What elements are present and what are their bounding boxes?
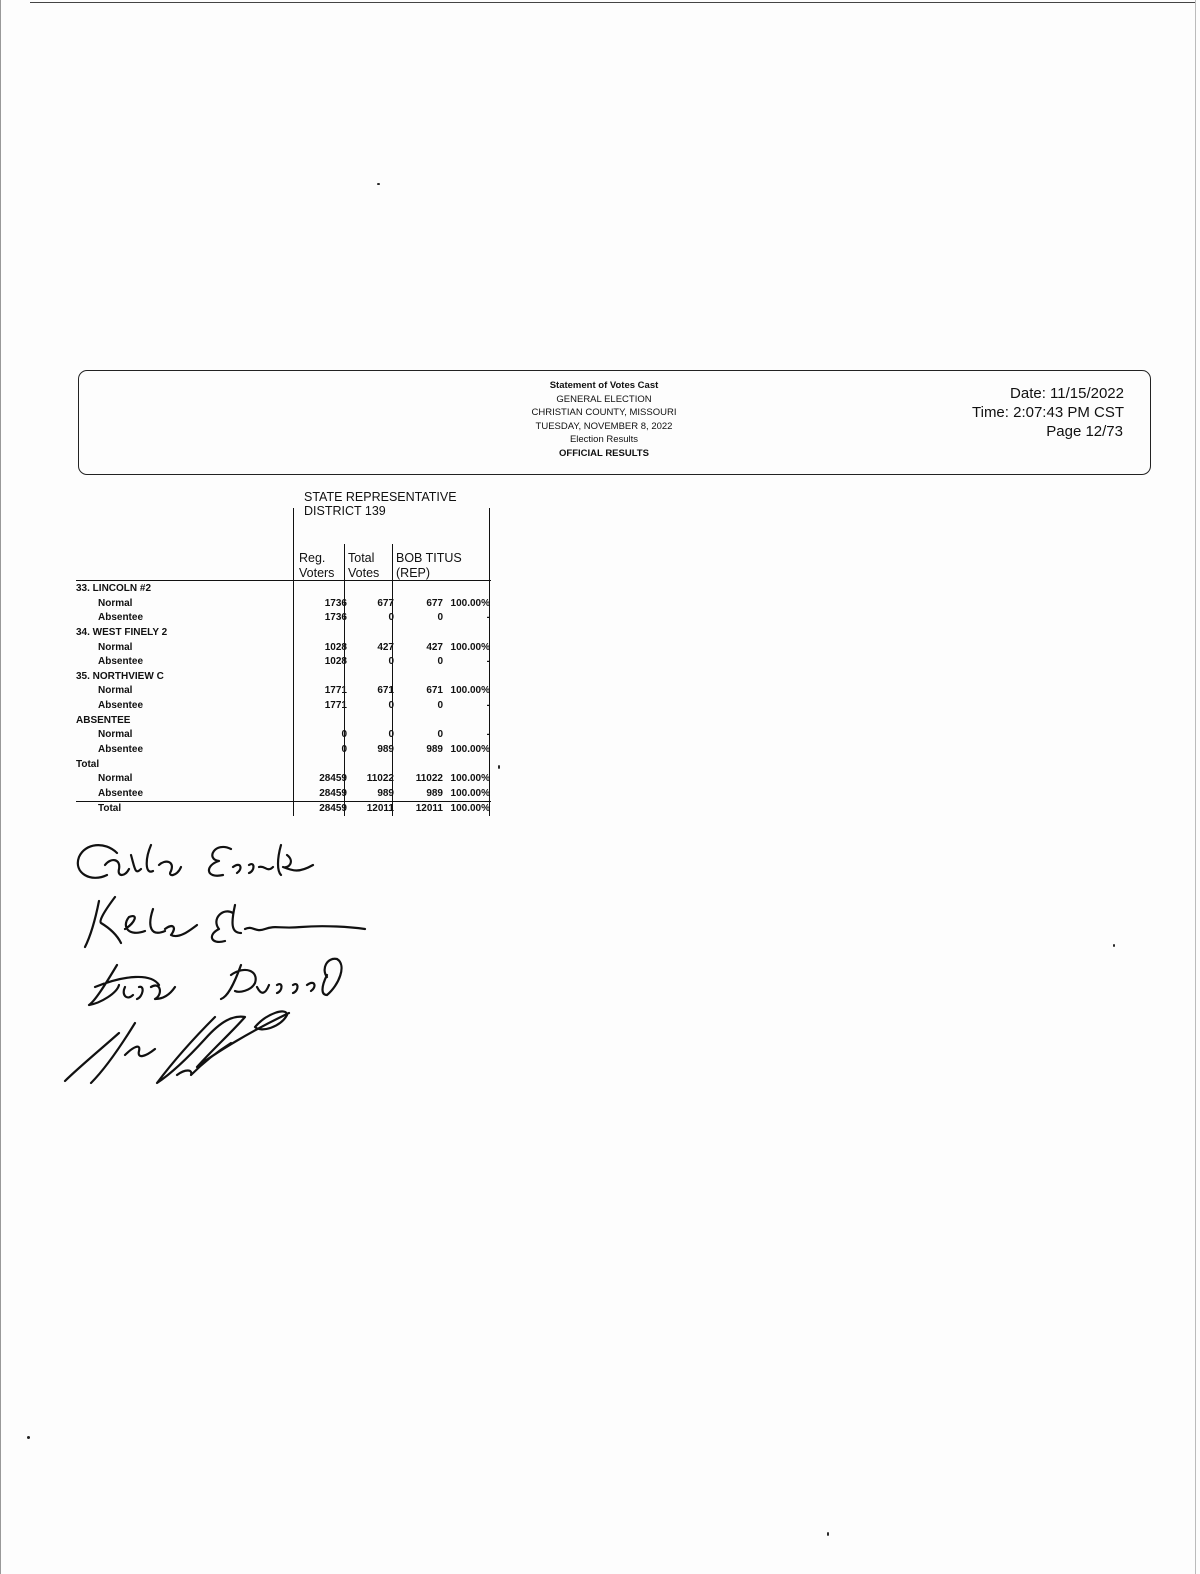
signature-carla-essick <box>78 845 313 878</box>
scan-edge-right <box>1195 0 1196 1574</box>
page-number: Page 12/73 <box>1046 423 1123 440</box>
table-row <box>0 656 520 671</box>
row-label: Absentee <box>98 612 144 624</box>
row-label: Absentee <box>98 787 144 799</box>
election-date: TUESDAY, NOVEMBER 8, 2022 <box>535 420 673 432</box>
candidate-votes-cell: 989 <box>426 744 443 756</box>
candidate-votes-cell: 0 <box>437 729 443 741</box>
table-header-rule <box>76 580 491 581</box>
table-row <box>0 803 520 818</box>
reg-voters-cell: 28459 <box>319 802 347 814</box>
candidate-percent-cell: 100.00% <box>450 773 490 785</box>
table-group-row <box>0 627 520 642</box>
reg-voters-cell: 1736 <box>324 597 347 609</box>
scan-speck <box>27 1436 30 1439</box>
candidate-votes-cell: 12011 <box>415 802 443 814</box>
scan-speck <box>1113 944 1115 947</box>
table-group-row <box>0 715 520 730</box>
total-votes-cell: 0 <box>388 656 394 668</box>
candidate-percent-cell: - <box>486 700 490 712</box>
candidate-percent-cell: 100.00% <box>450 744 490 756</box>
column-header-line: Reg. <box>299 551 326 565</box>
row-label: Total <box>98 802 122 814</box>
row-label: 34. WEST FINELY 2 <box>76 626 168 638</box>
report-meta <box>972 384 1124 441</box>
row-label: 33. LINCOLN #2 <box>76 583 152 594</box>
candidate-votes-cell: 11022 <box>415 773 443 785</box>
reg-voters-cell: 1736 <box>324 612 347 624</box>
total-votes-cell: 11022 <box>366 773 394 785</box>
table-group-row <box>0 759 520 774</box>
column-header-line: BOB TITUS <box>396 551 462 565</box>
signatures <box>55 835 385 1100</box>
total-votes-cell: 0 <box>388 700 394 712</box>
candidate-votes-cell: 989 <box>426 787 443 799</box>
row-label: Normal <box>98 597 133 609</box>
candidate-votes-cell: 671 <box>426 685 443 697</box>
table-row <box>0 744 520 759</box>
total-votes-cell: 989 <box>377 787 394 799</box>
total-votes-cell: 0 <box>388 729 394 741</box>
scan-edge-line <box>30 2 1195 3</box>
table-row <box>0 642 520 657</box>
row-label: Absentee <box>98 656 144 668</box>
county-name: CHRISTIAN COUNTY, MISSOURI <box>531 407 677 418</box>
reg-voters-cell: 1771 <box>324 685 347 697</box>
row-label: Normal <box>98 773 133 785</box>
row-label: Absentee <box>98 700 144 712</box>
report-title-block <box>499 379 709 460</box>
scan-speck <box>827 1532 829 1536</box>
total-votes-cell: 427 <box>377 641 394 653</box>
row-label: Normal <box>98 729 133 741</box>
reg-voters-cell: 28459 <box>319 787 347 799</box>
reg-voters-cell: 28459 <box>319 773 347 785</box>
column-header-line: Voters <box>299 566 335 580</box>
row-label: Normal <box>98 685 133 697</box>
column-header-line: Votes <box>348 566 380 580</box>
candidate-votes-cell: 0 <box>437 656 443 668</box>
reg-voters-cell: 1028 <box>324 656 347 668</box>
table-row <box>0 788 520 803</box>
column-header-candidate <box>396 551 462 581</box>
reg-voters-cell: 1771 <box>324 700 347 712</box>
report-header <box>78 370 1151 475</box>
total-votes-cell: 671 <box>377 685 394 697</box>
signature-lisa-russell <box>89 959 342 1005</box>
signature-kelsie-elam <box>85 897 365 947</box>
table-group-row <box>0 671 520 686</box>
table-row <box>0 598 520 613</box>
candidate-percent-cell: - <box>486 656 490 668</box>
candidate-percent-cell: - <box>486 729 490 741</box>
candidate-votes-cell: 427 <box>426 641 443 653</box>
signature-fourth <box>65 1011 289 1083</box>
results-label: Election Results <box>569 434 639 445</box>
candidate-percent-cell: 100.00% <box>450 597 490 609</box>
total-votes-cell: 12011 <box>366 802 394 814</box>
total-votes-cell: 0 <box>388 612 394 624</box>
total-votes-cell: 677 <box>377 597 394 609</box>
reg-voters-cell: 1028 <box>324 641 347 653</box>
row-label: Normal <box>98 641 133 653</box>
candidate-votes-cell: 0 <box>437 700 443 712</box>
table-group-row <box>0 583 520 598</box>
reg-voters-cell: 0 <box>341 744 347 756</box>
candidate-percent-cell: 100.00% <box>450 787 490 799</box>
election-name: GENERAL ELECTION <box>556 393 652 405</box>
candidate-votes-cell: 677 <box>426 597 443 609</box>
column-header-reg-voters <box>299 551 334 581</box>
scan-speck <box>377 183 380 185</box>
table-row <box>0 773 520 788</box>
contest-title <box>304 490 457 518</box>
candidate-percent-cell: - <box>486 612 490 624</box>
column-header-total-votes <box>348 551 379 581</box>
row-label: ABSENTEE <box>76 714 131 726</box>
official-label: OFFICIAL RESULTS <box>559 447 649 459</box>
table-row <box>0 685 520 700</box>
table-row <box>0 729 520 744</box>
total-votes-cell: 989 <box>377 744 394 756</box>
row-label: Total <box>76 758 100 770</box>
contest-title-line: STATE REPRESENTATIVE <box>304 490 457 504</box>
report-time: Time: 2:07:43 PM CST <box>972 404 1124 421</box>
report-date: Date: 11/15/2022 <box>1010 385 1124 402</box>
results-table <box>0 583 520 817</box>
candidate-percent-cell: 100.00% <box>450 802 490 814</box>
contest-title-line: DISTRICT 139 <box>304 504 386 518</box>
candidate-percent-cell: 100.00% <box>450 685 490 697</box>
candidate-percent-cell: 100.00% <box>450 641 490 653</box>
reg-voters-cell: 0 <box>341 729 347 741</box>
table-row <box>0 700 520 715</box>
report-title: Statement of Votes Cast <box>549 380 659 391</box>
column-header-line: Total <box>348 551 375 565</box>
column-header-line: (REP) <box>396 566 431 580</box>
table-row <box>0 612 520 627</box>
row-label: 35. NORTHVIEW C <box>76 670 164 682</box>
row-label: Absentee <box>98 744 144 756</box>
candidate-votes-cell: 0 <box>437 612 443 624</box>
